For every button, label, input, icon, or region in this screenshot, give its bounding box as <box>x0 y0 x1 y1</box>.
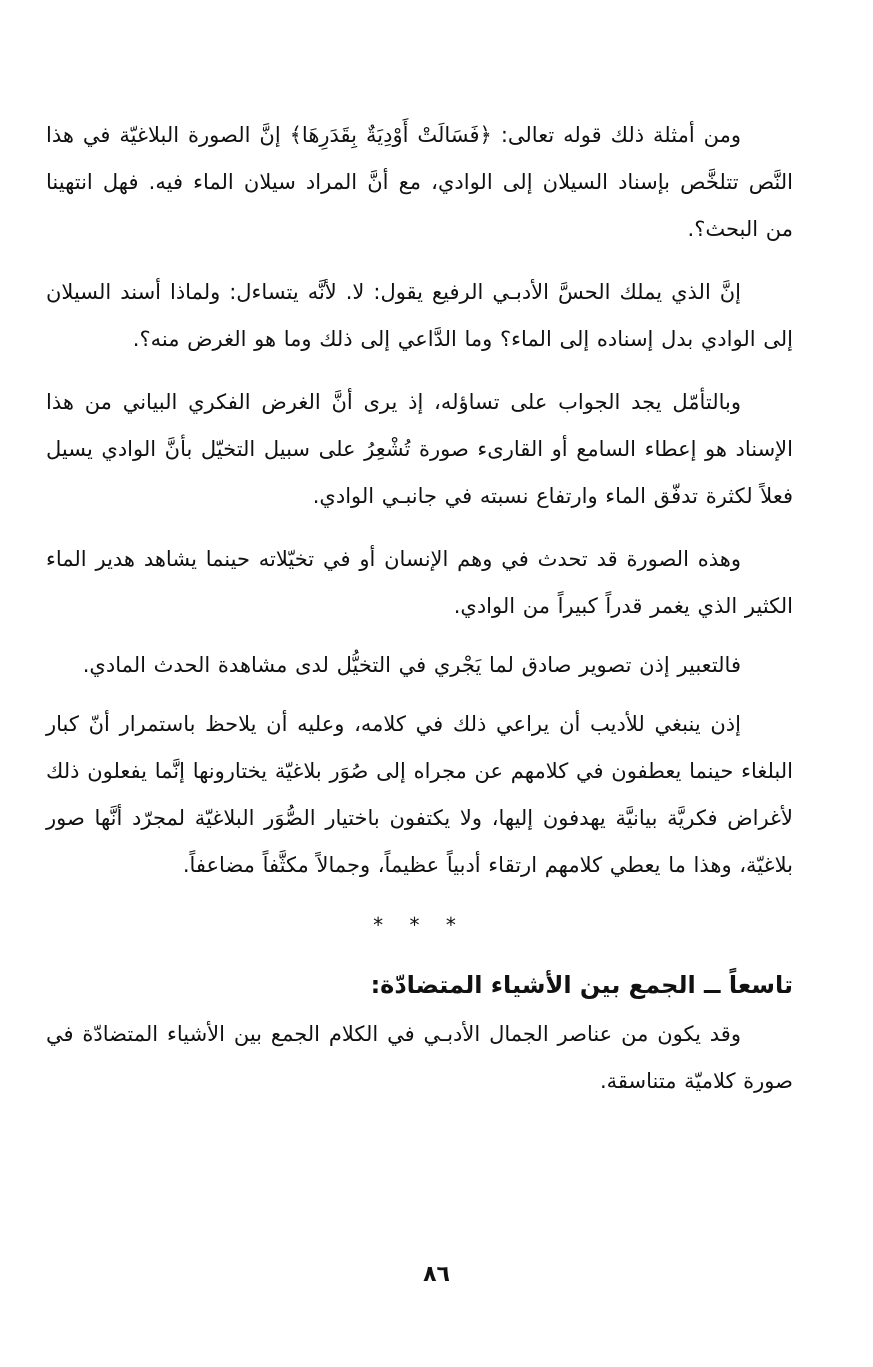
paragraph-final: وقد يكون من عناصر الجمال الأدبـي في الكلام الجمع بين الأشياء المتضادّة في صورة كلاميّة متناسقة. <box>46 1022 793 1093</box>
paragraph-1: ومن أمثلة ذلك قوله تعالى: ﴿فَسَالَتْ أَوْدِيَةٌ بِقَدَرِهَا﴾ إنَّ الصورة البلاغيّة في هذا النَّص تتلخَّص بإسناد السيلان إلى الوادي، مع أنَّ المراد سيلان الماء فيه. فهل انتهينا من البحث؟. <box>46 123 793 241</box>
paragraph-2: إنَّ الذي يملك الحسَّ الأدبـي الرفيع يقول: لا. لأنَّه يتساءل: ولماذا أسند السيلان إلى الوادي بدل إسناده إلى الماء؟ وما الدَّاعي إلى ذلك وما هو الغرض منه؟. <box>46 280 793 351</box>
paragraph-4: وهذه الصورة قد تحدث في وهم الإنسان أو في تخيّلاته حينما يشاهد هدير الماء الكثير الذي يغمر قدراً كبيراً من الوادي. <box>46 547 793 618</box>
section-separator: * * * <box>373 913 466 937</box>
paragraph-6: إذن ينبغي للأديب أن يراعي ذلك في كلامه، وعليه أن يلاحظ باستمرار أنّ كبار البلغاء حينما يعطفون في كلامهم عن مجراه إلى صُوَر بلاغيّة يختارونها إنَّما يفعلون ذلك لأغراض فكريَّة بيانيَّة يهدفون إليها، ولا يكتفون باختيار الصُّوَر البلاغيّة لمجرّد أنَّها صور بلاغيّة، وهذا ما يعطي كلامهم ارتقاء أدبياً عظيماً، وجمالاً مكثَّفاً مضاعفاً. <box>46 712 793 877</box>
paragraph-3: وبالتأمّل يجد الجواب على تساؤله، إذ يرى أنَّ الغرض الفكري البياني من هذا الإسناد هو إعطاء السامع أو القارىء صورة تُشْعِرُ على سبيل التخيّل بأنَّ الوادي يسيل فعلاً لكثرة تدفّق الماء وارتفاع نسبته في جانبـي الوادي. <box>46 390 793 508</box>
paragraph-5: فالتعبير إذن تصوير صادق لما يَجْري في التخيُّل لدى مشاهدة الحدث المادي. <box>82 653 741 677</box>
section-heading: تاسعاً ــ الجمع بين الأشياء المتضادّة: <box>370 971 793 999</box>
page-number: ٨٦ <box>423 1262 450 1287</box>
page-body <box>46 112 793 1121</box>
